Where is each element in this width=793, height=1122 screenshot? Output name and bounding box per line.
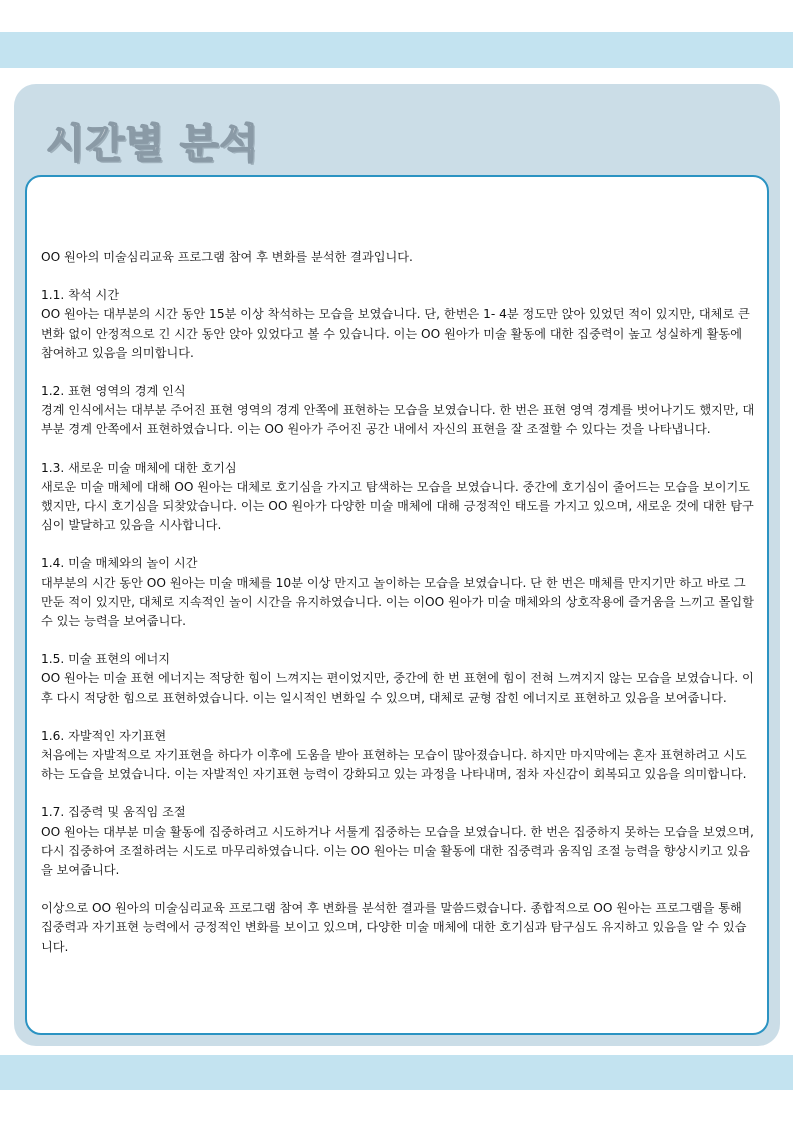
- report-body: [41, 248, 757, 957]
- section-sitting-time: [41, 286, 757, 363]
- section-heading: 1.2. 표현 영역의 경계 인식: [41, 384, 186, 399]
- section-self-expression: [41, 727, 757, 785]
- section-body: OO 원아는 대부분의 시간 동안 15분 이상 착석하는 모습을 보였습니다. 단, 한번은 1- 4분 정도만 앉아 있었던 적이 있지만, 대체로 큰 변화 없이 안정적으로 긴 시간 동안 앉아 있었다고 볼 수 있습니다. 이는 OO 원아가 미술 활동에 대한 집중력이 높고 성실하게 활동에 참여하고 있음을 의미합니다.: [41, 307, 750, 360]
- section-heading: 1.6. 자발적인 자기표현: [41, 728, 167, 743]
- section-play-time: [41, 554, 757, 631]
- conclusion-paragraph: 이상으로 OO 원아의 미술심리교육 프로그램 참여 후 변화를 분석한 결과를 말씀드렸습니다. 종합적으로 OO 원아는 프로그램을 통해 집중력과 자기표현 능력에서 긍정적인 변화를 보이고 있으며, 다양한 미술 매체에 대한 호기심과 탐구심도 유지하고 있음을 알 수 있습니다.: [41, 901, 747, 954]
- section-body: 처음에는 자발적으로 자기표현을 하다가 이후에 도움을 받아 표현하는 모습이 많아졌습니다. 하지만 마지막에는 혼자 표현하려고 시도하는 도습을 보였습니다. 이는 자발적인 자기표현 능력이 강화되고 있는 과정을 나타내며, 점차 자신감이 회복되고 있음을 의미합니다.: [41, 748, 747, 782]
- section-expression-energy: [41, 650, 757, 708]
- section-body: OO 원아는 미술 표현 에너지는 적당한 힘이 느껴지는 편이었지만, 중간에 한 번 표현에 힘이 전혀 느껴지지 않는 모습을 보였습니다. 이후 다시 적당한 힘으로 표현하였습니다. 이는 일시적인 변화일 수 있으며, 대체로 균형 잡힌 에너지로 표현하고 있음을 보여줍니다.: [41, 671, 754, 705]
- intro-paragraph: OO 원아의 미술심리교육 프로그램 참여 후 변화를 분석한 결과입니다.: [41, 250, 413, 264]
- top-decor-band: [0, 32, 793, 68]
- section-body: 대부분의 시간 동안 OO 원아는 미술 매체를 10분 이상 만지고 놀이하는 모습을 보였습니다. 단 한 번은 매체를 만지기만 하고 바로 그만둔 적이 있지만, 대체로 지속적인 놀이 시간을 유지하였습니다. 이는 이OO 원아가 미술 매체와의 상호작용에 즐거움을 느끼고 몰입할 수 있는 능력을 보여줍니다.: [41, 575, 754, 629]
- section-heading: 1.1. 착석 시간: [41, 288, 120, 303]
- section-heading: 1.7. 집중력 및 움직임 조절: [41, 805, 186, 820]
- section-heading: 1.5. 미술 표현의 에너지: [41, 652, 171, 667]
- section-boundary-awareness: [41, 382, 757, 440]
- bottom-decor-band: [0, 1055, 793, 1090]
- section-curiosity: [41, 459, 757, 536]
- section-heading: 1.3. 새로운 미술 매체에 대한 호기심: [41, 460, 237, 475]
- section-body: 경계 인식에서는 대부분 주어진 표현 영역의 경계 안쪽에 표현하는 모습을 보였습니다. 한 번은 표현 영역 경계를 벗어나기도 했지만, 대부분 경계 안쪽에서 표현하였습니다. 이는 OO 원아가 주어진 공간 내에서 자신의 표현을 잘 조절할 수 있다는 것을 나타냅니다.: [41, 403, 755, 437]
- section-body: OO 원아는 대부분 미술 활동에 집중하려고 시도하거나 서툴게 집중하는 모습을 보였습니다. 한 번은 집중하지 못하는 모습을 보였으며, 다시 집중하여 조절하려는 시도로 마무리하였습니다. 이는 OO 원아는 미술 활동에 대한 집중력과 움직임 조절 능력을 향상시키고 있음을 보여줍니다.: [41, 824, 754, 878]
- page-title: 시간별 분석: [46, 121, 260, 167]
- section-focus-movement: [41, 803, 757, 880]
- section-heading: 1.4. 미술 매체와의 놀이 시간: [41, 556, 198, 571]
- section-body: 새로운 미술 매체에 대해 OO 원아는 대체로 호기심을 가지고 탐색하는 모습을 보였습니다. 중간에 호기심이 줄어드는 모습을 보이기도 했지만, 다시 호기심을 되찾았습니다. 이는 OO 원아가 다양한 미술 매체에 대해 긍정적인 태도를 가지고 있으며, 새로운 것에 대한 탐구심이 발달하고 있음을 시사합니다.: [41, 479, 754, 533]
